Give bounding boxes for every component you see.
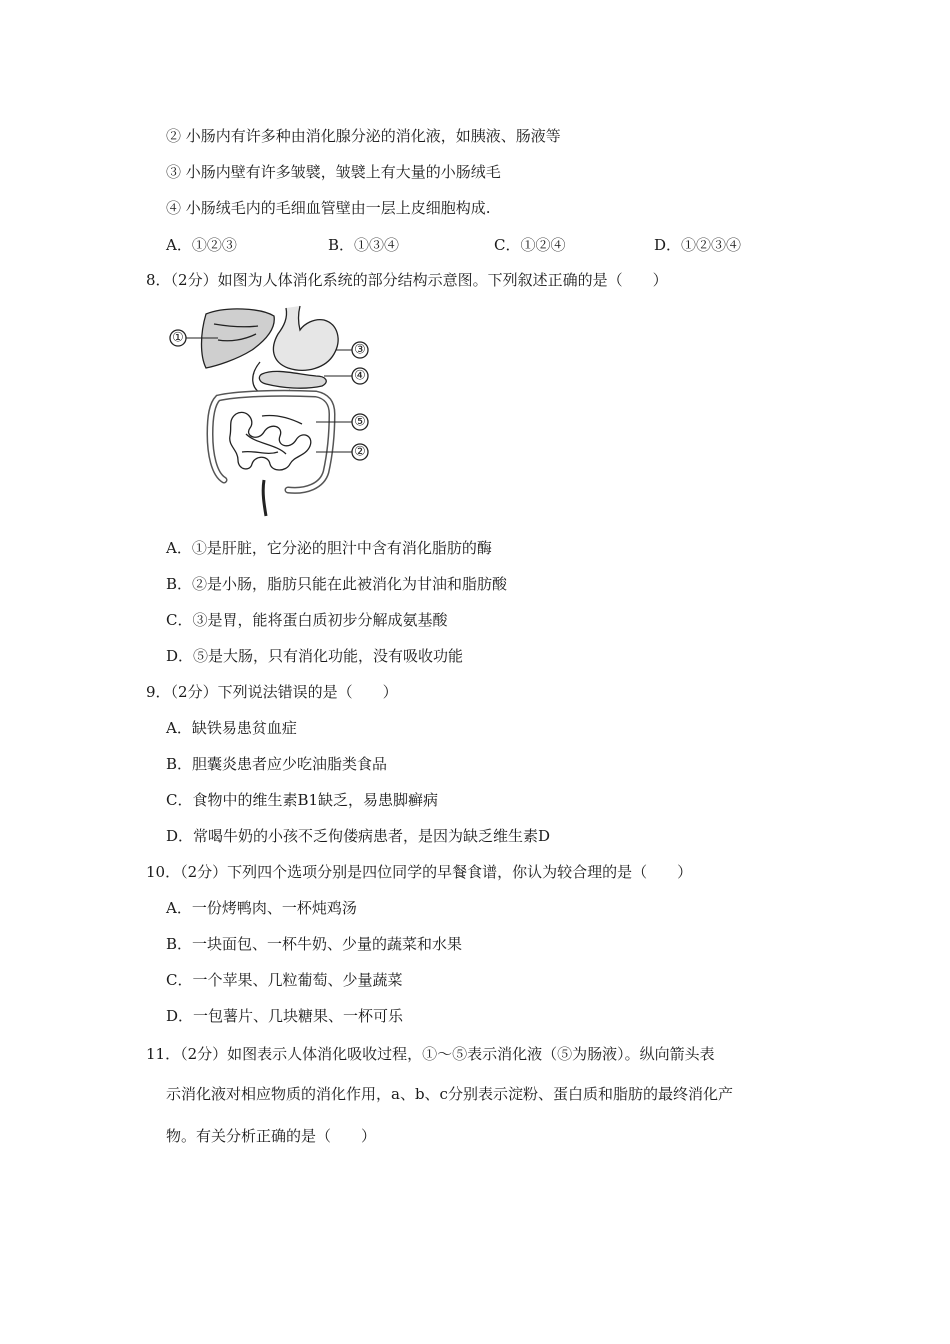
q9-option-d[interactable]: D．常喝牛奶的小孩不乏佝偻病患者，是因为缺乏维生素D [166,827,551,845]
q8-option-d[interactable]: D．⑤是大肠，只有消化功能，没有吸收功能 [166,647,464,665]
large-intestine-shape [210,393,332,490]
q11-stem-line-3: 物。有关分析正确的是（ ） [166,1127,377,1145]
q7-option-a[interactable]: A．①②③ [166,236,237,254]
q9-option-b[interactable]: B．胆囊炎患者应少吃油脂类食品 [166,755,388,773]
q9-stem: 9．（2分）下列说法错误的是（ ） [146,683,398,701]
q8-option-b[interactable]: B．②是小肠，脂肪只能在此被消化为甘油和脂肪酸 [166,575,508,593]
digestive-system-diagram [166,304,382,518]
q7-option-d[interactable]: D．①②③④ [654,236,742,254]
q8-option-a[interactable]: A．①是肝脏，它分泌的胆汁中含有消化脂肪的酶 [166,539,492,557]
q11-stem-line-1: 11．（2分）如图表示人体消化吸收过程，①～⑤表示消化液（⑤为肠液）。纵向箭头表 [146,1045,715,1063]
q10-option-a[interactable]: A．一份烤鸭肉、一杯炖鸡汤 [166,899,357,917]
q7-option-c[interactable]: C．①②④ [494,236,566,254]
q8-option-c[interactable]: C．③是胃，能将蛋白质初步分解成氨基酸 [166,611,448,629]
pancreas-shape [259,371,326,388]
diagram-label-1: ① [172,330,184,346]
diagram-label-3: ③ [354,342,366,358]
q10-option-d[interactable]: D．一包薯片、几块糖果、一杯可乐 [166,1007,404,1025]
q10-stem: 10．（2分）下列四个选项分别是四位同学的早餐食谱，你认为较合理的是（ ） [146,863,693,881]
prev-item-3: ③ 小肠内壁有许多皱襞，皱襞上有大量的小肠绒毛 [166,163,501,181]
prev-item-2: ② 小肠内有许多种由消化腺分泌的消化液，如胰液、肠液等 [166,127,561,145]
q7-option-b[interactable]: B．①③④ [328,236,400,254]
diagram-label-5: ⑤ [354,414,366,430]
q11-stem-line-2: 示消化液对相应物质的消化作用，a、b、c分别表示淀粉、蛋白质和脂肪的最终消化产 [166,1085,733,1103]
diagram-label-4: ④ [354,368,366,384]
q10-option-b[interactable]: B．一块面包、一杯牛奶、少量的蔬菜和水果 [166,935,463,953]
diagram-label-2: ② [354,444,366,460]
prev-item-4: ④ 小肠绒毛内的毛细血管壁由一层上皮细胞构成. [166,199,491,217]
q9-option-a[interactable]: A．缺铁易患贫血症 [166,719,297,737]
q10-option-c[interactable]: C．一个苹果、几粒葡萄、少量蔬菜 [166,971,403,989]
q9-option-c[interactable]: C．食物中的维生素B1缺乏，易患脚癣病 [166,791,439,809]
stomach-shape [273,306,338,370]
small-intestine-shape [230,412,311,470]
q8-stem: 8．（2分）如图为人体消化系统的部分结构示意图。下列叙述正确的是（ ） [146,271,668,289]
